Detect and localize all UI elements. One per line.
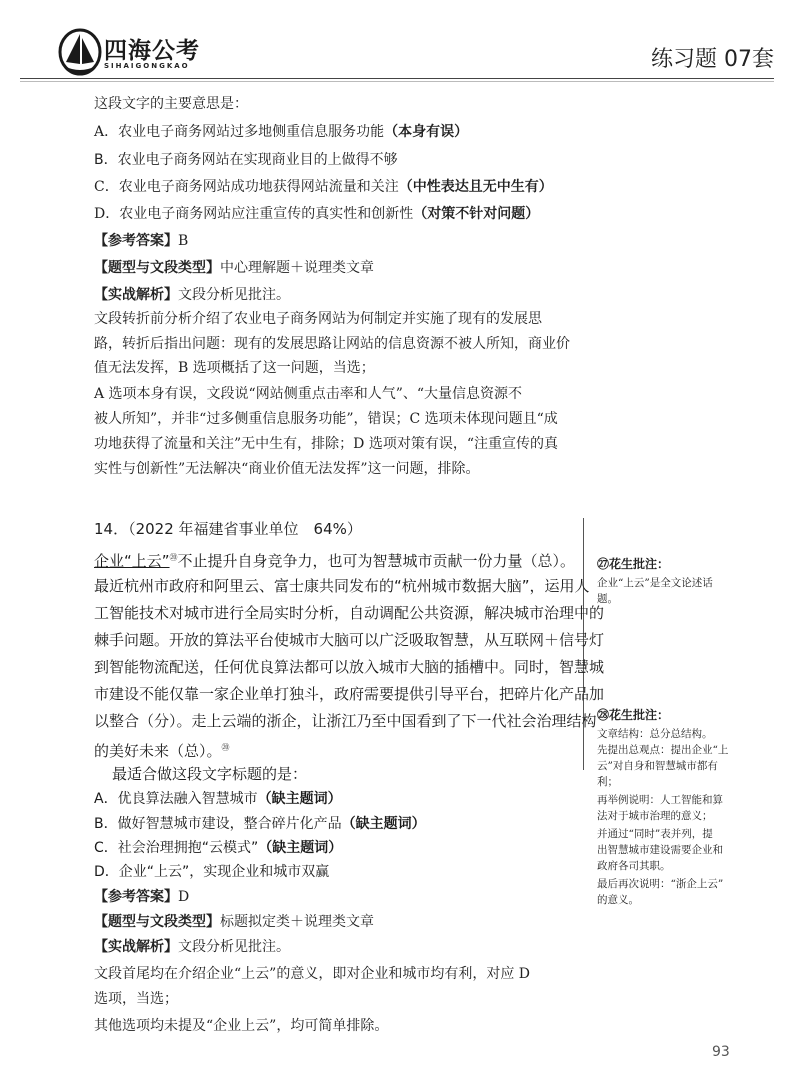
annotation-28-line: 出智慧城市建设需要企业和 — [597, 844, 723, 856]
q14-option-b: B．做好智慧城市建设，整合碎片化产品（缺主题词） — [94, 816, 426, 832]
sailboat-logo-icon — [58, 26, 102, 76]
q14-passage-line: 的美好未来（总）。⑳ — [94, 742, 230, 760]
q14-passage-line: 以整合（分）。走上云端的浙企，让浙江乃至中国看到了下一代社会治理结构 — [94, 712, 597, 730]
brand-logo — [58, 26, 238, 78]
page-number: 93 — [712, 1044, 730, 1060]
header-divider-thin — [20, 81, 774, 82]
q14-option-c: C．社会治理拥抱“云模式”（缺主题词） — [94, 840, 343, 856]
q13-option-a: A．农业电子商务网站过多地侧重信息服务功能（本身有误） — [94, 124, 469, 140]
q13-option-c: C．农业电子商务网站成功地获得网站流量和关注（中性表达且无中生有） — [94, 179, 553, 195]
q13-explanation-line: 文段转折前分析介绍了农业电子商务网站为何制定并实施了现有的发展思 — [94, 311, 542, 327]
q13-answer: 【参考答案】B — [94, 233, 189, 249]
annotation-27-title: ㉗花生批注： — [597, 557, 670, 571]
q14-passage-line: 企业“上云”⑳不止提升自身竞争力，也可为智慧城市贡献一份力量（总）。 — [94, 552, 576, 570]
q13-explanation-line: 路，转折后指出问题：现有的发展思路让网站的信息资源不被人所知，商业价 — [94, 336, 570, 352]
annotation-27-line: 题。 — [597, 593, 618, 605]
annotation-28-line: 并通过“同时”表并列，提 — [597, 828, 713, 840]
q14-passage-line: 棘手问题。开放的算法平台使城市大脑可以广泛吸取智慧，从互联网＋信号灯 — [94, 631, 605, 649]
q13-explanation-line: 被人所知”，并非“过多侧重信息服务功能”，错误；C 选项未体现问题且“成 — [94, 411, 558, 427]
q14-option-d: D．企业“上云”，实现企业和城市双赢 — [94, 864, 330, 880]
annotation-28-line: 文章结构：总分总结构。 — [597, 728, 713, 740]
q14-type: 【题型与文段类型】标题拟定类＋说理类文章 — [94, 914, 374, 930]
q14-passage-line: 工智能技术对城市进行全局实时分析，自动调配公共资源，解决城市治理中的 — [94, 604, 605, 622]
q14-passage-line: 最近杭州市政府和阿里云、富士康共同发布的“杭州城市数据大脑”，运用人 — [94, 577, 590, 595]
q14-analysis: 【实战解析】文段分析见批注。 — [94, 939, 290, 955]
header-divider — [20, 78, 774, 79]
annotation-28-line: 先提出总观点：提出企业“上 — [597, 744, 729, 756]
q14-answer: 【参考答案】D — [94, 889, 190, 905]
annotation-28-line: 的意义。 — [597, 894, 639, 906]
q14-option-a: A．优良算法融入智慧城市（缺主题词） — [94, 791, 342, 807]
q14-explanation-line: 其他选项均未提及“企业上云”，均可简单排除。 — [94, 1018, 389, 1034]
q14-explanation-line: 文段首尾均在介绍企业“上云”的意义，即对企业和城市均有利，对应 D — [94, 966, 530, 982]
q14-question: 最适合做这段文字标题的是： — [112, 765, 308, 783]
annotation-28-line: 政府各司其职。 — [597, 860, 671, 872]
q13-explanation-line: 实性与创新性”无法解决“商业价值无法发挥”这一问题，排除。 — [94, 461, 480, 477]
brand-name: 四海公考 — [104, 38, 200, 64]
q13-type: 【题型与文段类型】中心理解题＋说理类文章 — [94, 260, 374, 276]
annotation-28-title: ㉘花生批注： — [597, 708, 670, 722]
annotation-28-line: 最后再次说明：“浙企上云” — [597, 878, 724, 890]
brand-name-en: SIHAIGONGKAO — [104, 62, 190, 70]
annotation-28-line: 法对于城市治理的意义； — [597, 810, 713, 822]
q13-question: 这段文字的主要意思是： — [94, 96, 248, 112]
q13-option-b: B．农业电子商务网站在实现商业目的上做得不够 — [94, 152, 398, 168]
q14-passage-line: 到智能物流配送，任何优良算法都可以放入城市大脑的插槽中。同时，智慧城 — [94, 658, 605, 676]
q13-analysis: 【实战解析】文段分析见批注。 — [94, 287, 290, 303]
q14-passage-line: 市建设不能仅靠一家企业单打独斗，政府需要提供引导平台，把碎片化产品加 — [94, 685, 605, 703]
annotation-28-line: 再举例说明：人工智能和算 — [597, 794, 723, 806]
q14-explanation-line: 选项，当选； — [94, 991, 178, 1007]
q13-explanation-line: A 选项本身有误，文段说“网站侧重点击率和人气”、“大量信息资源不 — [94, 386, 523, 402]
annotation-27-line: 企业“上云”是全文论述话 — [597, 577, 713, 589]
annotation-28-line: 云”对自身和智慧城市都有 — [597, 760, 718, 772]
q13-explanation-line: 值无法发挥，B 选项概括了这一问题，当选； — [94, 360, 375, 376]
q14-title: 14．（2022 年福建省事业单位 64%） — [94, 520, 362, 538]
annotation-28-line: 利； — [597, 776, 618, 788]
q13-explanation-line: 功地获得了流量和关注”无中生有，排除；D 选项对策有误，“注重宣传的真 — [94, 436, 558, 452]
q13-option-d: D．农业电子商务网站应注重宣传的真实性和创新性（对策不针对问题） — [94, 206, 540, 222]
exercise-set-tag: 练习题 07套 — [651, 47, 774, 72]
